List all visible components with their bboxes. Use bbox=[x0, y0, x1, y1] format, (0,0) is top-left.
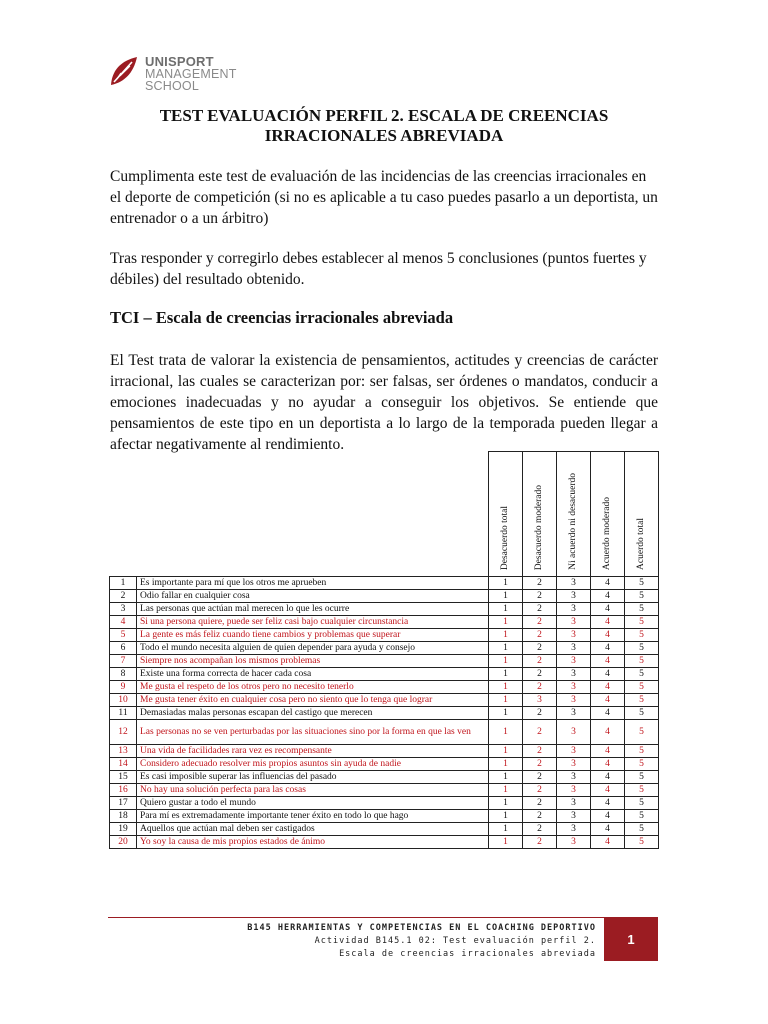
item-number: 9 bbox=[110, 681, 137, 694]
item-statement: Las personas no se ven perturbadas por las situaciones sino por la forma en que las ven bbox=[137, 720, 489, 745]
rating-option-5[interactable]: 5 bbox=[625, 642, 659, 655]
document-title: TEST EVALUACIÓN PERFIL 2. ESCALA DE CREENCIAS IRRACIONALES ABREVIADA bbox=[159, 106, 609, 145]
table-row bbox=[110, 577, 659, 590]
rating-option-5[interactable]: 5 bbox=[625, 758, 659, 771]
table-row bbox=[110, 758, 659, 771]
item-statement: Para mí es extremadamente importante tener éxito en todo lo que hago bbox=[137, 810, 489, 823]
rating-option-4[interactable]: 4 bbox=[591, 758, 625, 771]
rating-option-3[interactable]: 3 bbox=[557, 745, 591, 758]
item-number: 17 bbox=[110, 797, 137, 810]
table-row bbox=[110, 745, 659, 758]
rating-option-4[interactable]: 4 bbox=[591, 603, 625, 616]
rating-option-2[interactable]: 3 bbox=[523, 694, 557, 707]
table-row bbox=[110, 707, 659, 720]
rating-option-2[interactable]: 2 bbox=[523, 745, 557, 758]
item-statement: Una vida de facilidades rara vez es recompensante bbox=[137, 745, 489, 758]
rating-option-2[interactable]: 2 bbox=[523, 707, 557, 720]
rating-option-2[interactable]: 2 bbox=[523, 590, 557, 603]
col-header-3-label: Ni acuerdo ni desacuerdo bbox=[568, 473, 578, 570]
item-statement: Yo soy la causa de mis propios estados de ánimo bbox=[137, 836, 489, 849]
table-row bbox=[110, 629, 659, 642]
item-number: 5 bbox=[110, 629, 137, 642]
rating-option-1[interactable]: 1 bbox=[489, 629, 523, 642]
item-statement: Existe una forma correcta de hacer cada cosa bbox=[137, 668, 489, 681]
item-statement: Las personas que actúan mal merecen lo que les ocurre bbox=[137, 603, 489, 616]
rating-option-5[interactable]: 5 bbox=[625, 836, 659, 849]
item-statement: Considero adecuado resolver mis propios asuntos sin ayuda de nadie bbox=[137, 758, 489, 771]
section-title: TCI – Escala de creencias irracionales abreviada bbox=[110, 308, 454, 327]
item-number: 8 bbox=[110, 668, 137, 681]
rating-option-2[interactable]: 2 bbox=[523, 603, 557, 616]
col-header-4 bbox=[591, 452, 625, 577]
col-header-3 bbox=[557, 452, 591, 577]
rating-option-1[interactable]: 1 bbox=[489, 823, 523, 836]
table-row bbox=[110, 681, 659, 694]
item-number: 3 bbox=[110, 603, 137, 616]
rating-option-2[interactable]: 2 bbox=[523, 771, 557, 784]
footer-divider bbox=[108, 917, 658, 918]
col-header-2 bbox=[523, 452, 557, 577]
rating-option-4[interactable]: 4 bbox=[591, 668, 625, 681]
rating-option-1[interactable]: 1 bbox=[489, 590, 523, 603]
table-row bbox=[110, 771, 659, 784]
rating-option-3[interactable]: 3 bbox=[557, 603, 591, 616]
rating-option-3[interactable]: 3 bbox=[557, 758, 591, 771]
rating-option-4[interactable]: 4 bbox=[591, 629, 625, 642]
rating-option-3[interactable]: 3 bbox=[557, 694, 591, 707]
rating-option-5[interactable]: 5 bbox=[625, 771, 659, 784]
rating-option-4[interactable]: 4 bbox=[591, 745, 625, 758]
table-row bbox=[110, 836, 659, 849]
item-number: 4 bbox=[110, 616, 137, 629]
rating-option-1[interactable]: 1 bbox=[489, 603, 523, 616]
rating-option-4[interactable]: 4 bbox=[591, 681, 625, 694]
item-number: 10 bbox=[110, 694, 137, 707]
rating-option-2[interactable]: 2 bbox=[523, 629, 557, 642]
table-body bbox=[110, 577, 659, 849]
rating-option-2[interactable]: 2 bbox=[523, 577, 557, 590]
logo-leaf-icon bbox=[108, 55, 140, 89]
table-row bbox=[110, 784, 659, 797]
item-statement: Me gusta tener éxito en cualquier cosa pero no siento que lo tenga que lograr bbox=[137, 694, 489, 707]
item-number: 7 bbox=[110, 655, 137, 668]
col-header-5-label: Acuerdo total bbox=[636, 518, 646, 570]
rating-option-5[interactable]: 5 bbox=[625, 784, 659, 797]
rating-option-1[interactable]: 1 bbox=[489, 577, 523, 590]
rating-option-2[interactable]: 2 bbox=[523, 823, 557, 836]
rating-option-5[interactable]: 5 bbox=[625, 577, 659, 590]
table-row bbox=[110, 655, 659, 668]
rating-option-5[interactable]: 5 bbox=[625, 707, 659, 720]
rating-option-5[interactable]: 5 bbox=[625, 797, 659, 810]
rating-option-4[interactable]: 4 bbox=[591, 694, 625, 707]
item-number: 13 bbox=[110, 745, 137, 758]
logo-line-3: SCHOOL bbox=[145, 79, 199, 93]
item-statement: Odio fallar en cualquier cosa bbox=[137, 590, 489, 603]
rating-option-3[interactable]: 3 bbox=[557, 577, 591, 590]
instructions-paragraph: Tras responder y corregirlo debes establecer al menos 5 conclusiones (puntos fuertes y débiles) del resultado obtenido. bbox=[110, 250, 647, 288]
rating-option-5[interactable]: 5 bbox=[625, 629, 659, 642]
item-number: 11 bbox=[110, 707, 137, 720]
rating-option-1[interactable]: 1 bbox=[489, 642, 523, 655]
rating-option-3[interactable]: 3 bbox=[557, 707, 591, 720]
rating-option-5[interactable]: 5 bbox=[625, 694, 659, 707]
rating-option-4[interactable]: 4 bbox=[591, 836, 625, 849]
header-blank-cell bbox=[110, 452, 489, 577]
rating-option-3[interactable]: 3 bbox=[557, 629, 591, 642]
rating-option-5[interactable]: 5 bbox=[625, 681, 659, 694]
rating-option-1[interactable]: 1 bbox=[489, 720, 523, 745]
col-header-1-label: Desacuerdo total bbox=[500, 505, 510, 570]
footer-text bbox=[247, 922, 596, 961]
item-statement: Demasiadas malas personas escapan del castigo que merecen bbox=[137, 707, 489, 720]
item-number: 18 bbox=[110, 810, 137, 823]
rating-option-4[interactable]: 4 bbox=[591, 823, 625, 836]
page-number: 1 bbox=[604, 918, 658, 961]
rating-option-1[interactable]: 1 bbox=[489, 758, 523, 771]
rating-option-4[interactable]: 4 bbox=[591, 707, 625, 720]
rating-option-4[interactable]: 4 bbox=[591, 642, 625, 655]
rating-option-2[interactable]: 2 bbox=[523, 681, 557, 694]
item-statement: Aquellos que actúan mal deben ser castigados bbox=[137, 823, 489, 836]
rating-option-3[interactable]: 3 bbox=[557, 720, 591, 745]
description-paragraph: El Test trata de valorar la existencia de pensamientos, actitudes y creencias de carácter irracional, las cuales se caracterizan por: ser falsas, ser órdenes o mandatos, conducir a emociones inadecuadas y no ayudar a conseguir los objetivos. Se entiende que pensamientos de este tipo en un deportista a lo largo de la temporada pueden llegar a afectar negativamente al rendimiento. bbox=[110, 352, 658, 453]
item-number: 19 bbox=[110, 823, 137, 836]
rating-option-3[interactable]: 3 bbox=[557, 616, 591, 629]
rating-option-2[interactable]: 2 bbox=[523, 758, 557, 771]
rating-option-1[interactable]: 1 bbox=[489, 707, 523, 720]
rating-option-2[interactable]: 2 bbox=[523, 797, 557, 810]
rating-option-2[interactable]: 2 bbox=[523, 668, 557, 681]
table-row bbox=[110, 720, 659, 745]
rating-option-4[interactable]: 4 bbox=[591, 720, 625, 745]
rating-option-4[interactable]: 4 bbox=[591, 797, 625, 810]
rating-option-5[interactable]: 5 bbox=[625, 668, 659, 681]
item-number: 6 bbox=[110, 642, 137, 655]
intro-paragraph: Cumplimenta este test de evaluación de las incidencias de las creencias irracionales en el deporte de competición (si no es aplicable a tu caso puedes pasarlo a un deportista, un entrenador o a un árbitro) bbox=[110, 168, 658, 227]
rating-option-1[interactable]: 1 bbox=[489, 784, 523, 797]
rating-option-5[interactable]: 5 bbox=[625, 655, 659, 668]
rating-option-1[interactable]: 1 bbox=[489, 668, 523, 681]
rating-option-3[interactable]: 3 bbox=[557, 836, 591, 849]
rating-option-5[interactable]: 5 bbox=[625, 810, 659, 823]
rating-option-5[interactable]: 5 bbox=[625, 603, 659, 616]
rating-option-4[interactable]: 4 bbox=[591, 784, 625, 797]
rating-option-3[interactable]: 3 bbox=[557, 668, 591, 681]
item-statement: Todo el mundo necesita alguien de quien depender para ayuda y consejo bbox=[137, 642, 489, 655]
item-statement: Es casi imposible superar las influencias del pasado bbox=[137, 771, 489, 784]
rating-option-3[interactable]: 3 bbox=[557, 797, 591, 810]
item-statement: Es importante para mí que los otros me aprueben bbox=[137, 577, 489, 590]
table-row bbox=[110, 797, 659, 810]
table-row bbox=[110, 694, 659, 707]
rating-option-5[interactable]: 5 bbox=[625, 823, 659, 836]
footer-activity: Actividad B145.1 02: Test evaluación perfil 2. bbox=[314, 936, 596, 946]
footer-course: B145 HERRAMIENTAS Y COMPETENCIAS EN EL COACHING DEPORTIVO bbox=[247, 923, 596, 933]
item-number: 2 bbox=[110, 590, 137, 603]
rating-option-2[interactable]: 2 bbox=[523, 784, 557, 797]
table-row bbox=[110, 668, 659, 681]
rating-option-3[interactable]: 3 bbox=[557, 810, 591, 823]
item-number: 20 bbox=[110, 836, 137, 849]
rating-option-2[interactable]: 2 bbox=[523, 810, 557, 823]
table-header-row bbox=[110, 452, 659, 577]
rating-option-5[interactable]: 5 bbox=[625, 745, 659, 758]
rating-option-2[interactable]: 2 bbox=[523, 655, 557, 668]
table-row bbox=[110, 590, 659, 603]
rating-option-5[interactable]: 5 bbox=[625, 720, 659, 745]
rating-option-3[interactable]: 3 bbox=[557, 681, 591, 694]
col-header-2-label: Desacuerdo moderado bbox=[534, 484, 544, 570]
table-row bbox=[110, 603, 659, 616]
item-number: 12 bbox=[110, 720, 137, 745]
table-row bbox=[110, 616, 659, 629]
col-header-5 bbox=[625, 452, 659, 577]
item-number: 16 bbox=[110, 784, 137, 797]
rating-option-4[interactable]: 4 bbox=[591, 771, 625, 784]
belief-scale-table bbox=[109, 451, 659, 849]
rating-option-5[interactable]: 5 bbox=[625, 590, 659, 603]
rating-option-1[interactable]: 1 bbox=[489, 655, 523, 668]
school-logo bbox=[108, 55, 248, 95]
rating-option-1[interactable]: 1 bbox=[489, 810, 523, 823]
item-statement: No hay una solución perfecta para las cosas bbox=[137, 784, 489, 797]
item-statement: Quiero gustar a todo el mundo bbox=[137, 797, 489, 810]
rating-option-3[interactable]: 3 bbox=[557, 784, 591, 797]
rating-option-4[interactable]: 4 bbox=[591, 655, 625, 668]
rating-option-4[interactable]: 4 bbox=[591, 616, 625, 629]
rating-option-2[interactable]: 2 bbox=[523, 720, 557, 745]
rating-option-1[interactable]: 1 bbox=[489, 797, 523, 810]
col-header-1 bbox=[489, 452, 523, 577]
rating-option-3[interactable]: 3 bbox=[557, 823, 591, 836]
rating-option-1[interactable]: 1 bbox=[489, 745, 523, 758]
table-row bbox=[110, 823, 659, 836]
rating-option-3[interactable]: 3 bbox=[557, 655, 591, 668]
col-header-4-label: Acuerdo moderado bbox=[602, 496, 612, 570]
item-number: 15 bbox=[110, 771, 137, 784]
rating-option-4[interactable]: 4 bbox=[591, 810, 625, 823]
rating-option-1[interactable]: 1 bbox=[489, 771, 523, 784]
logo-line-2: MANAGEMENT bbox=[145, 67, 237, 81]
item-statement: Siempre nos acompañan los mismos problemas bbox=[137, 655, 489, 668]
logo-line-1: UNISPORT bbox=[145, 54, 214, 69]
rating-option-3[interactable]: 3 bbox=[557, 771, 591, 784]
item-number: 1 bbox=[110, 577, 137, 590]
table-row bbox=[110, 810, 659, 823]
rating-option-2[interactable]: 2 bbox=[523, 642, 557, 655]
item-statement: Si una persona quiere, puede ser feliz casi bajo cualquier circunstancia bbox=[137, 616, 489, 629]
rating-option-4[interactable]: 4 bbox=[591, 577, 625, 590]
rating-option-4[interactable]: 4 bbox=[591, 590, 625, 603]
item-number: 14 bbox=[110, 758, 137, 771]
rating-option-3[interactable]: 3 bbox=[557, 590, 591, 603]
rating-option-2[interactable]: 2 bbox=[523, 836, 557, 849]
rating-option-2[interactable]: 2 bbox=[523, 616, 557, 629]
rating-option-1[interactable]: 1 bbox=[489, 681, 523, 694]
rating-option-1[interactable]: 1 bbox=[489, 836, 523, 849]
item-statement: La gente es más feliz cuando tiene cambios y problemas que superar bbox=[137, 629, 489, 642]
rating-option-1[interactable]: 1 bbox=[489, 616, 523, 629]
table-row bbox=[110, 642, 659, 655]
rating-option-5[interactable]: 5 bbox=[625, 616, 659, 629]
item-statement: Me gusta el respeto de los otros pero no necesito tenerlo bbox=[137, 681, 489, 694]
footer-subtitle: Escala de creencias irracionales abreviada bbox=[339, 949, 596, 959]
rating-option-1[interactable]: 1 bbox=[489, 694, 523, 707]
rating-option-3[interactable]: 3 bbox=[557, 642, 591, 655]
